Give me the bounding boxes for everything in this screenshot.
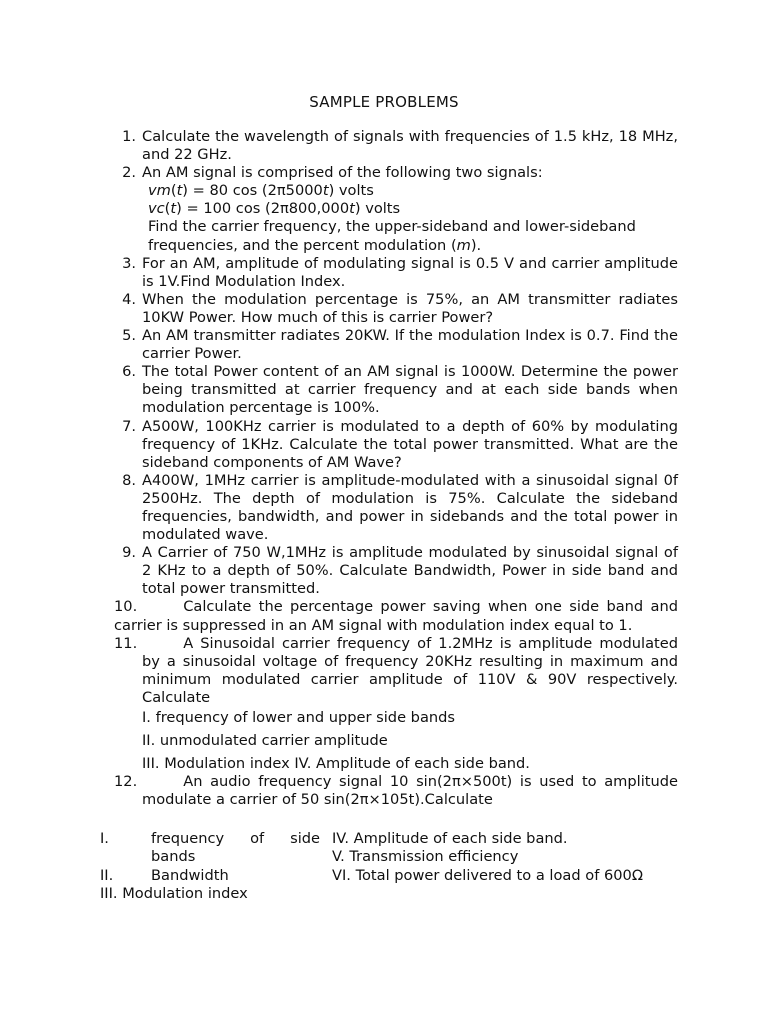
problem-7: 7. A500W, 100KHz carrier is modulated to a depth of 60% by modulating frequency of 1KHz. Calculate the total power transmitted. What are the sideband components of AM Wave? <box>122 417 678 471</box>
problem-3: 3. For an AM, amplitude of modulating signal is 0.5 V and carrier amplitude is 1V.Find Modulation Index. <box>122 254 678 290</box>
calc-item: I. frequency of side bands <box>100 830 320 866</box>
problem-12 <box>100 773 678 809</box>
calc-item: II. Bandwidth <box>100 866 229 884</box>
problem-text: The total Power content of an AM signal is 1000W. Determine the power being transmitted at carrier frequency and at each side bands when modulation percentage is 100%. <box>142 363 678 417</box>
problem-9: 9. A Carrier of 750 W,1MHz is amplitude modulated by sinusoidal signal of 2 KHz to a depth of 50%. Calculate Bandwidth, Power in side band and total power transmitted. <box>122 544 678 598</box>
calc-item: IV. Amplitude of each side band. <box>332 830 568 847</box>
problem-text: A400W, 1MHz carrier is amplitude-modulated with a sinusoidal signal 0f 2500Hz. The depth of modulation is 75%. Calculate the sideband frequencies, bandwidth, and power in sidebands and the total power in modulated wave. <box>142 471 678 544</box>
calc-item: III. Modulation index <box>100 885 248 903</box>
sub-item: I. frequency of lower and upper side bands <box>142 709 456 726</box>
problem-11 <box>100 635 678 774</box>
problem-text: For an AM, amplitude of modulating signal is 0.5 V and carrier amplitude is 1V.Find Modulation Index. <box>142 254 678 290</box>
problem-text: A500W, 100KHz carrier is modulated to a depth of 60% by modulating frequency of 1KHz. Calculate the total power transmitted. What are the sideband components of AM Wave? <box>142 417 678 471</box>
signal-vm: vm(t) = 80 cos (2π5000t) volts <box>148 182 374 200</box>
calc-left-column <box>100 830 320 904</box>
problem-text: An audio frequency signal 10 sin(2π×500t) is used to amplitude modulate a carrier of 50 sin(2π×105t).Calculate <box>142 773 678 809</box>
problem-4: 4. When the modulation percentage is 75%, an AM transmitter radiates 10KW Power. How much of this is carrier Power? <box>122 290 678 326</box>
page-title: SAMPLE PROBLEMS <box>309 93 459 111</box>
problem-6: 6. The total Power content of an AM signal is 1000W. Determine the power being transmitted at carrier frequency and at each side bands when modulation percentage is 100%. <box>122 363 678 417</box>
problem-text: An AM signal is comprised of the following two signals: <box>142 164 543 182</box>
problem-text: A Sinusoidal carrier frequency of 1.2MHz is amplitude modulated by a sinusoidal voltage of frequency 20KHz resulting in maximum and minimum modulated carrier amplitude of 110V & 90V respectively. Calculate <box>142 634 678 706</box>
sub-item: III. Modulation index IV. Amplitude of each side band. <box>142 755 530 773</box>
calc-item: V. Transmission efficiency <box>332 848 519 866</box>
problem-10 <box>100 598 678 634</box>
problem-number: 2. <box>122 164 136 182</box>
problem-number: 1. <box>122 128 136 145</box>
problem-8: 8. A400W, 1MHz carrier is amplitude-modulated with a sinusoidal signal 0f 2500Hz. The depth of modulation is 75%. Calculate the sideband frequencies, bandwidth, and power in sidebands and the total power in modulated wave. <box>122 471 678 544</box>
problem-2 <box>100 164 678 254</box>
problem-text: An AM transmitter radiates 20KW. If the modulation Index is 0.7. Find the carrier Power. <box>142 327 678 363</box>
problem-text: Calculate the percentage power saving when one side band and carrier is suppressed in an AM signal with modulation index equal to 1. <box>114 598 678 634</box>
problem-number: 10. <box>114 598 138 616</box>
signal-vc: vc(t) = 100 cos (2π800,000t) volts <box>148 200 401 218</box>
problem-text: Calculate the wavelength of signals with frequencies of 1.5 kHz, 18 MHz, and 22 GHz. <box>142 128 678 164</box>
calc-right-column <box>332 830 692 885</box>
problem-number: 11. <box>114 634 138 652</box>
sub-item: II. unmodulated carrier amplitude <box>142 732 388 750</box>
problem-number: 12. <box>114 773 138 791</box>
problem-1 <box>100 128 678 164</box>
problem-text: A Carrier of 750 W,1MHz is amplitude modulated by sinusoidal signal of 2 KHz to a depth of 50%. Calculate Bandwidth, Power in side band and total power transmitted. <box>142 544 678 598</box>
problem-text: When the modulation percentage is 75%, an AM transmitter radiates 10KW Power. How much of this is carrier Power? <box>142 290 678 326</box>
problem-text: Find the carrier frequency, the upper-sideband and lower-sideband frequencies, and the percent modulation (m). <box>148 218 636 254</box>
calc-item: VI. Total power delivered to a load of 600Ω <box>332 866 643 884</box>
problem-5: 5. An AM transmitter radiates 20KW. If the modulation Index is 0.7. Find the carrier Power. <box>122 327 678 363</box>
problem-list <box>100 128 678 809</box>
